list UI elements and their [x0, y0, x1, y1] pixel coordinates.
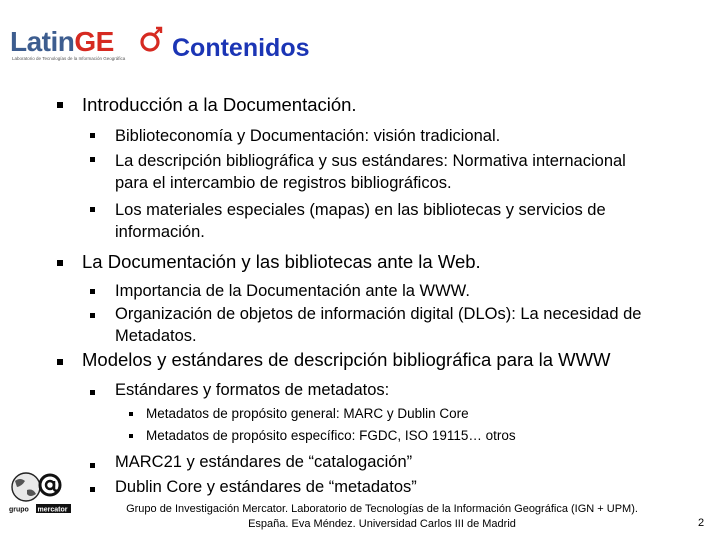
- logo-symbol-icon: [140, 26, 164, 54]
- slide-footer: [92, 502, 672, 532]
- logo-geo-text: GE: [74, 26, 114, 57]
- logo-tagline: Laboratorio de Tecnologías de la Información Geográfica: [12, 56, 126, 61]
- list-item: Importancia de la Documentación ante la WWW.: [115, 282, 470, 300]
- level2-bullet: [90, 157, 95, 162]
- level2-bullet: [90, 463, 95, 468]
- level2-bullet: [90, 390, 95, 395]
- list-item: La descripción bibliográfica y sus estándares: Normativa internacional para el intercambio de registros bibliográficos.: [115, 152, 626, 192]
- latingeo-logo: [10, 24, 160, 66]
- list-item: Biblioteconomía y Documentación: visión tradicional.: [115, 127, 501, 145]
- grupo-mercator-logo-icon: [6, 468, 72, 516]
- section-heading: La Documentación y las bibliotecas ante la Web.: [82, 251, 481, 272]
- level2-bullet: [90, 133, 95, 138]
- footer-line: Grupo de Investigación Mercator. Laboratorio de Tecnologías de la Información Geográfica (IGN + UPM).: [126, 503, 638, 515]
- list-item: Organización de objetos de información digital (DLOs): La necesidad de Metadatos.: [115, 305, 642, 345]
- section-heading: Modelos y estándares de descripción bibliográfica para la WWW: [82, 349, 611, 370]
- list-item: Estándares y formatos de metadatos:: [115, 381, 390, 399]
- level1-bullet: [57, 102, 63, 108]
- list-item: Dublin Core y estándares de “metadatos”: [115, 478, 417, 496]
- footer-line: España. Eva Méndez. Universidad Carlos III de Madrid: [248, 518, 516, 530]
- level2-bullet: [90, 313, 95, 318]
- page-number: 2: [698, 517, 705, 529]
- svg-text:mercator: mercator: [37, 506, 68, 514]
- list-item: Los materiales especiales (mapas) en las bibliotecas y servicios de información.: [115, 201, 606, 241]
- level1-bullet: [57, 359, 63, 365]
- sub-list-item: Metadatos de propósito general: MARC y Dublin Core: [146, 406, 469, 421]
- slide-title: Contenidos: [172, 34, 310, 62]
- logo-latin-text: Latin: [10, 26, 75, 57]
- level3-bullet: [129, 434, 133, 438]
- level3-bullet: [129, 412, 133, 416]
- list-item: MARC21 y estándares de “catalogación”: [115, 453, 413, 471]
- level2-bullet: [90, 487, 95, 492]
- level2-bullet: [90, 289, 95, 294]
- level2-bullet: [90, 207, 95, 212]
- svg-text:grupo: grupo: [9, 506, 29, 514]
- section-heading: Introducción a la Documentación.: [82, 94, 357, 115]
- level1-bullet: [57, 260, 63, 266]
- sub-list-item: Metadatos de propósito específico: FGDC, ISO 19115… otros: [146, 428, 516, 443]
